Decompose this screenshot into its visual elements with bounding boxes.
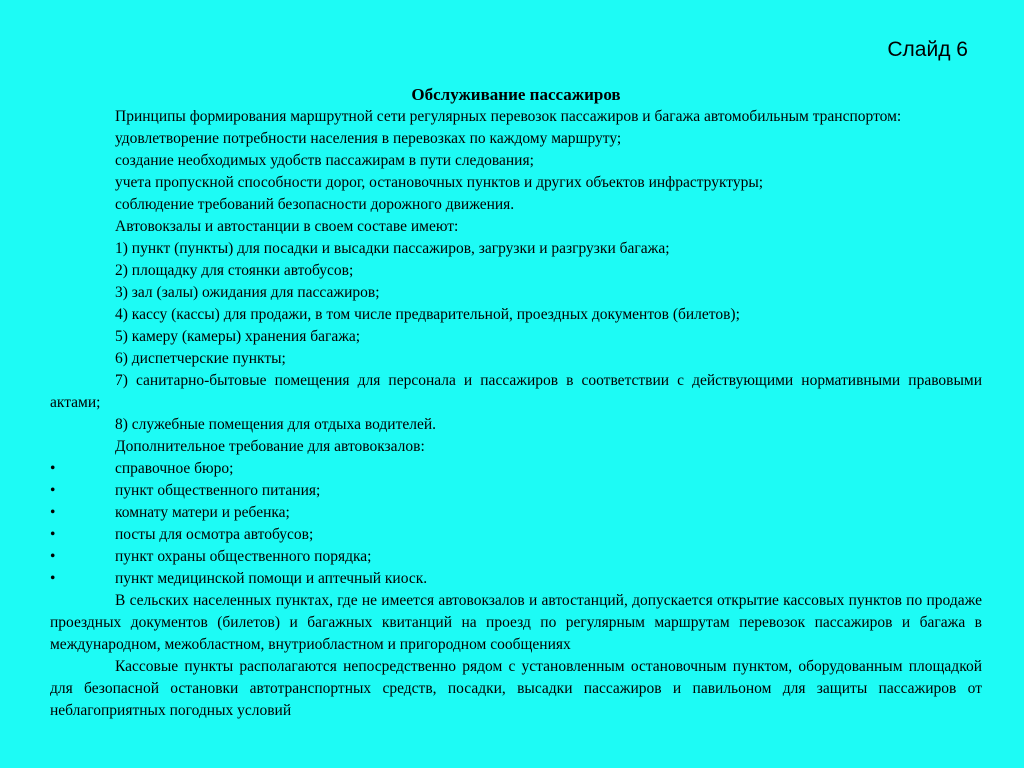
slide-content	[50, 84, 982, 722]
principle-item: удовлетворение потребности населения в перевозках по каждому маршруту;	[115, 130, 622, 147]
bullet-item	[50, 502, 982, 524]
extra-heading: Дополнительное требование для автовокзалов:	[115, 438, 425, 455]
stations-item: 3) зал (залы) ожидания для пассажиров;	[115, 284, 380, 301]
bullet-mark: •	[50, 504, 56, 521]
bullet-item	[50, 458, 982, 480]
bullet-text: справочное бюро;	[115, 460, 234, 477]
stations-item: 6) диспетчерские пункты;	[115, 350, 286, 367]
principle-item: соблюдение требований безопасности дорожного движения.	[115, 196, 515, 213]
bullet-text: пункт охраны общественного порядка;	[115, 548, 372, 565]
bullet-mark: •	[50, 526, 56, 543]
kiosk-paragraph: Кассовые пункты располагаются непосредственно рядом с установленным остановочным пунктом, оборудованным площадкой для безопасной остановки автотранспортных средств, посадки, высадки пассажиров и павильоном для защиты пассажиров от неблагоприятных погодных условий	[50, 658, 982, 719]
bullet-text: пункт общественного питания;	[115, 482, 321, 499]
bullet-mark: •	[50, 482, 56, 499]
stations-item: 4) кассу (кассы) для продажи, в том числе предварительной, проездных документов (билетов);	[115, 306, 740, 323]
stations-item-7: 7) санитарно-бытовые помещения для персонала и пассажиров в соответствии с действующими нормативными правовыми актами;	[50, 372, 982, 411]
stations-item: 2) площадку для стоянки автобусов;	[115, 262, 354, 279]
bullet-item	[50, 568, 982, 590]
bullet-text: посты для осмотра автобусов;	[115, 526, 314, 543]
stations-item: 5) камеру (камеры) хранения багажа;	[115, 328, 361, 345]
rural-paragraph: В сельских населенных пунктах, где не имеется автовокзалов и автостанций, допускается открытие кассовых пунктов по продаже проездных документов (билетов) и багажных квитанций на проезд по регулярным маршрутам перевозок пассажиров и багажа в международном, межобластном, внутриобластном и пригородном сообщениях	[50, 592, 982, 653]
slide-title: Обслуживание пассажиров	[411, 85, 621, 104]
bullet-item	[50, 546, 982, 568]
stations-item-8: 8) служебные помещения для отдыха водителей.	[115, 416, 437, 433]
bullet-text: пункт медицинской помощи и аптечный киоск.	[115, 570, 428, 587]
principle-item: учета пропускной способности дорог, остановочных пунктов и других объектов инфраструктуры;	[115, 174, 764, 191]
slide-number: Слайд 6	[887, 38, 968, 61]
bullet-mark: •	[50, 460, 56, 477]
bullet-text: комнату матери и ребенка;	[115, 504, 290, 521]
bullet-item	[50, 524, 982, 546]
bullet-mark: •	[50, 548, 56, 565]
intro-paragraph: Принципы формирования маршрутной сети регулярных перевозок пассажиров и багажа автомобильным транспортом:	[115, 108, 902, 125]
principle-item: создание необходимых удобств пассажирам в пути следования;	[115, 152, 534, 169]
stations-heading: Автовокзалы и автостанции в своем составе имеют:	[115, 218, 459, 235]
stations-item: 1) пункт (пункты) для посадки и высадки пассажиров, загрузки и разгрузки багажа;	[115, 240, 670, 257]
bullet-mark: •	[50, 570, 56, 587]
bullet-item	[50, 480, 982, 502]
